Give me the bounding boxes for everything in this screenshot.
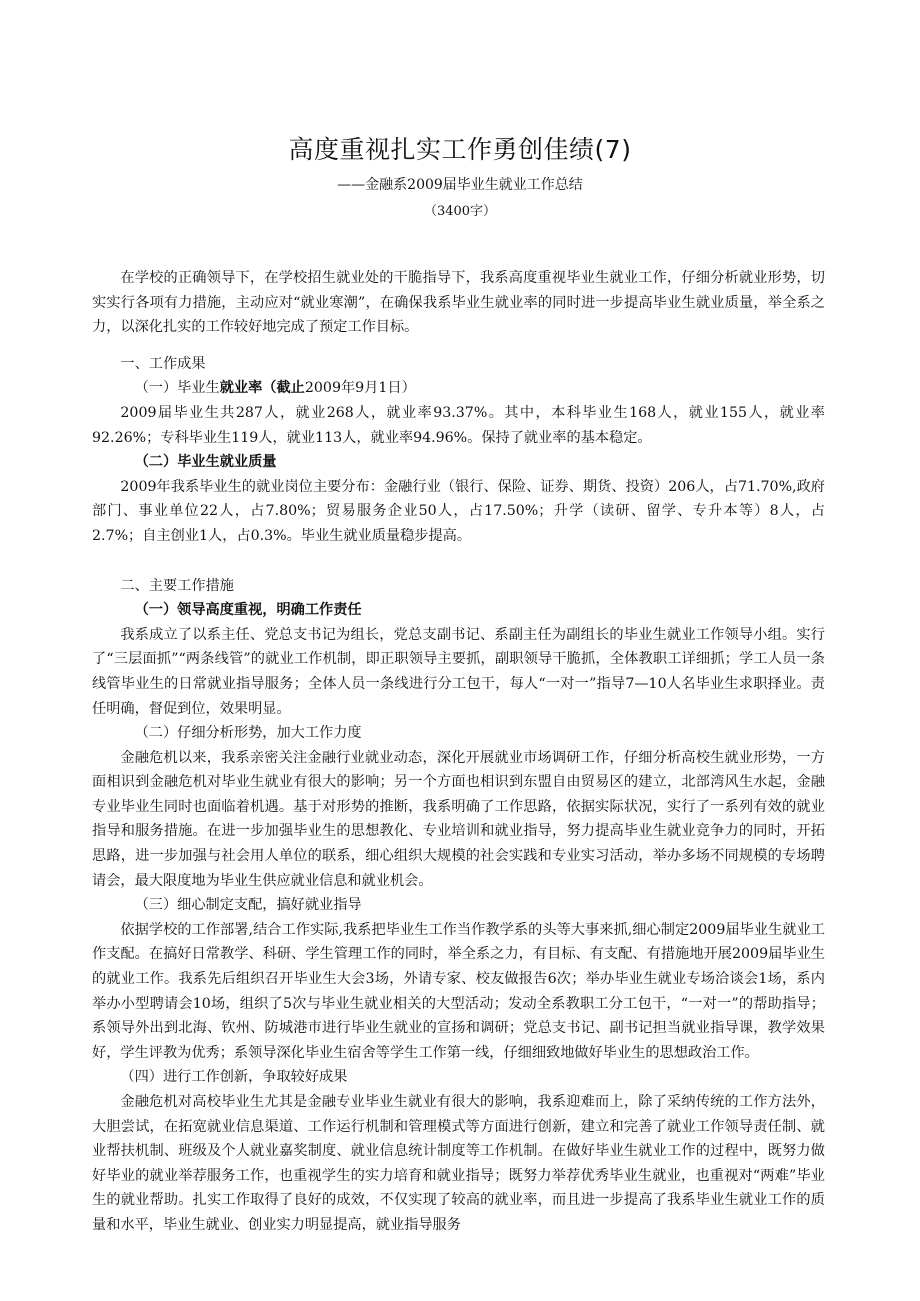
section1-sub1-heading-c: 2009年9月1日）: [304, 380, 416, 397]
document-subtitle: ——金融系2009届毕业生就业工作总结: [337, 177, 583, 193]
section1-sub1-text: 2009届毕业生共287人，就业268人，就业率93.37%。其中，本科毕业生168人，就业155人，就业率92.26%；专科毕业生119人，就业113人，就业率94.96%。保持了就业率的基本稳定。: [92, 404, 825, 446]
section1-sub2-text: 2009年我系毕业生的就业岗位主要分布：金融行业（银行、保险、证券、期货、投资）206人，占71.70%,政府部门、事业单位22人，占7.80%；贸易服务企业50人，占17.50%；升学（读研、留学、专升本等）8人，占2.7%；自主创业1人，占0.3%。毕业生就业质量稳步提高。: [92, 478, 825, 544]
word-count: （3400字）: [423, 204, 497, 219]
section2-sub3-text: 依据学校的工作部署,结合工作实际,我系把毕业生工作当作教学系的头等大事来抓,细心制定2009届毕业生就业工作支配。在搞好日常教学、科研、学生管理工作的同时，举全系之力，有目标、有支配、有措施地开展2009届毕业生的就业工作。我系先后组织召开毕业生大会3场，外请专家、校友做报告6次；举办毕业生就业专场洽谈会1场，系内举办小型聘请会10场，组织了5次与毕业生就业相关的大型活动；发动全系教职工分工包干，“一对一”的帮助指导；系领导外出到北海、钦州、防城港市进行毕业生就业的宣扬和调研；党总支书记、副书记担当就业指导课，教学效果好，学生评教为优秀；系领导深化毕业生宿舍等学生工作第一线，仔细细致地做好毕业生的思想政治工作。: [92, 921, 825, 1061]
section2-sub4-heading: （四）进行工作创新，争取较好成果: [120, 1069, 348, 1086]
section1-sub1-heading-b: 就业率（截止: [219, 380, 305, 397]
section1-sub1-heading: [92, 376, 825, 401]
section1-sub2-heading: （二）毕业生就业质量: [134, 454, 277, 471]
section2-sub3-heading: （三）细心制定支配，搞好就业指导: [134, 897, 362, 914]
document-title: 高度重视扎实工作勇创佳绩(7): [288, 135, 632, 164]
intro-paragraph: 在学校的正确领导下，在学校招生就业处的干脆指导下，我系高度重视毕业生就业工作，仔细分析就业形势，切实实行各项有力措施，主动应对“就业寒潮”，在确保我系毕业生就业率的同时进一步提高毕业生就业质量，举全系之力，以深化扎实的工作较好地完成了预定工作目标。: [92, 270, 825, 336]
section2-sub1-text: 我系成立了以系主任、党总支书记为组长，党总支副书记、系副主任为副组长的毕业生就业工作领导小组。实行了“三层面抓”“两条线管”的就业工作机制，即正职领导主要抓，副职领导干脆抓，全体教职工详细抓；学工人员一条线管毕业生的日常就业指导服务；全体人员一条线进行分工包干，每人“一对一”指导7—10人名毕业生求职择业。责任明确，督促到位，效果明显。: [92, 626, 825, 717]
section2-sub2-heading: （二）仔细分析形势，加大工作力度: [134, 725, 362, 742]
section2-sub4-text: 金融危机对高校毕业生尤其是金融专业毕业生就业有很大的影响，我系迎难而上，除了采纳传统的工作方法外，大胆尝试，在拓宽就业信息渠道、工作运行机制和管理模式等方面进行创新，建立和完善了就业工作领导责任制、就业帮扶机制、班级及个人就业嘉奖制度、就业信息统计制度等工作机制。在做好毕业生就业工作的过程中，既努力做好毕业的就业举荐服务工作，也重视学生的实力培育和就业指导；既努力举荐优秀毕业生就业，也重视对“两难”毕业生的就业帮助。扎实工作取得了良好的成效，不仅实现了较高的就业率，而且进一步提高了我系毕业生就业工作的质量和水平，毕业生就业、创业实力明显提高，就业指导服务: [92, 1094, 825, 1233]
section2-heading: 二、主要工作措施: [120, 577, 234, 594]
section1-sub1-heading-a: （一）毕业生: [134, 380, 220, 397]
section2-sub1-heading: （一）领导高度重视，明确工作责任: [134, 602, 362, 619]
document-body: [92, 266, 825, 1238]
section2-sub2-text: 金融危机以来，我系亲密关注金融行业就业动态，深化开展就业市场调研工作，仔细分析高校生就业形势，一方面相识到金融危机对毕业生就业有很大的影响；另一个方面也相识到东盟自由贸易区的建立，北部湾风生水起，金融专业毕业生同时也面临着机遇。基于对形势的推断，我系明确了工作思路，依据实际状况，实行了一系列有效的就业指导和服务措施。在进一步加强毕业生的思想教化、专业培训和就业指导，努力提高毕业生就业竞争力的同时，开拓思路，进一步加强与社会用人单位的联系，细心组织大规模的社会实践和专业实习活动，举办多场不同规模的专场聘请会，最大限度地为毕业生供应就业信息和就业机会。: [92, 749, 825, 889]
section1-heading: 一、工作成果: [120, 355, 206, 372]
